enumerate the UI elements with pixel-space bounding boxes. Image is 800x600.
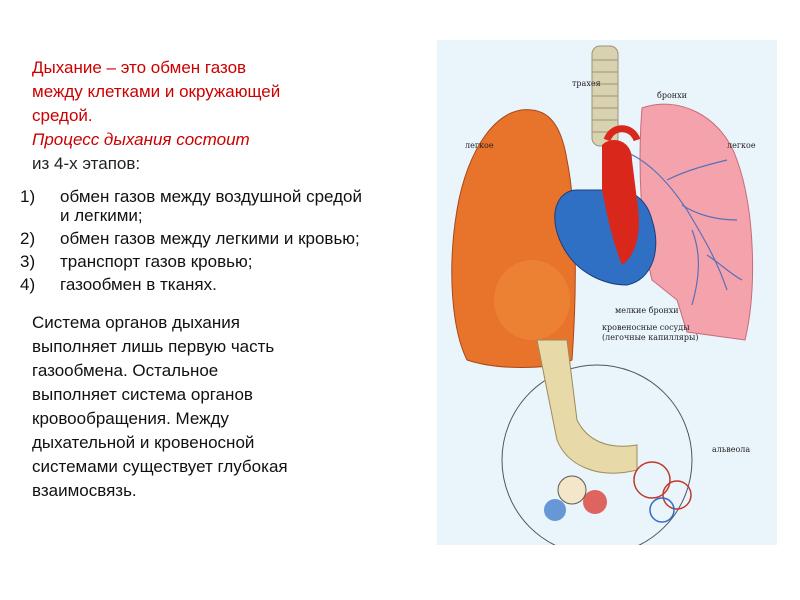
label-small-bronchi: мелкие бронхи	[615, 306, 679, 315]
anatomy-svg	[437, 40, 777, 545]
label-bronchi: бронхи	[657, 91, 687, 100]
intro-text	[32, 56, 432, 176]
stage-number: 3)	[20, 252, 36, 271]
label-left-lung: легкое	[465, 141, 494, 150]
label-capillaries: (легочные капилляры)	[602, 333, 699, 342]
label-vessels: кровеносные сосуды	[602, 323, 690, 332]
aorta	[607, 129, 637, 140]
intro-line: средой.	[32, 106, 93, 125]
label-trachea: трахея	[572, 79, 601, 88]
stage-text: обмен газов между воздушной средой	[60, 187, 362, 206]
stage-text: обмен газов между легкими и кровью;	[60, 229, 360, 248]
respiratory-system-illustration	[437, 40, 777, 545]
stage-number: 4)	[20, 275, 36, 294]
body-line: кровообращения. Между	[32, 409, 229, 428]
body-line: Система органов дыхания	[32, 313, 240, 332]
stage-text: транспорт газов кровью;	[60, 252, 253, 271]
lung-texture	[494, 260, 570, 340]
stage-text: газообмен в тканях.	[60, 275, 217, 294]
intro-line: Дыхание – это обмен газов	[32, 58, 247, 77]
stage-number: 1)	[20, 187, 36, 206]
stage-text: и легкими;	[60, 206, 143, 225]
intro-line: Процесс дыхания состоит	[32, 130, 250, 149]
stage-item	[20, 275, 440, 294]
body-line: газообмена. Остальное	[32, 361, 219, 380]
stages-list	[20, 187, 440, 298]
intro-line: между клетками и окружающей	[32, 82, 281, 101]
bronchiole-tube	[537, 340, 637, 473]
body-line: дыхательной и кровеносной	[32, 433, 255, 452]
label-alveola: альвеола	[712, 445, 751, 454]
stage-item	[20, 252, 440, 271]
body-line: выполняет лишь первую часть	[32, 337, 275, 356]
stage-number: 2)	[20, 229, 36, 248]
body-line: взаимосвязь.	[32, 481, 137, 500]
intro-line: из 4-х этапов:	[32, 154, 141, 173]
label-right-lung: легкое	[727, 141, 756, 150]
stage-item	[20, 229, 440, 248]
stage-item	[20, 187, 440, 225]
right-lung-shape	[640, 104, 753, 340]
body-line: системами существует глубокая	[32, 457, 288, 476]
body-text	[32, 311, 372, 503]
body-line: выполняет система органов	[32, 385, 253, 404]
